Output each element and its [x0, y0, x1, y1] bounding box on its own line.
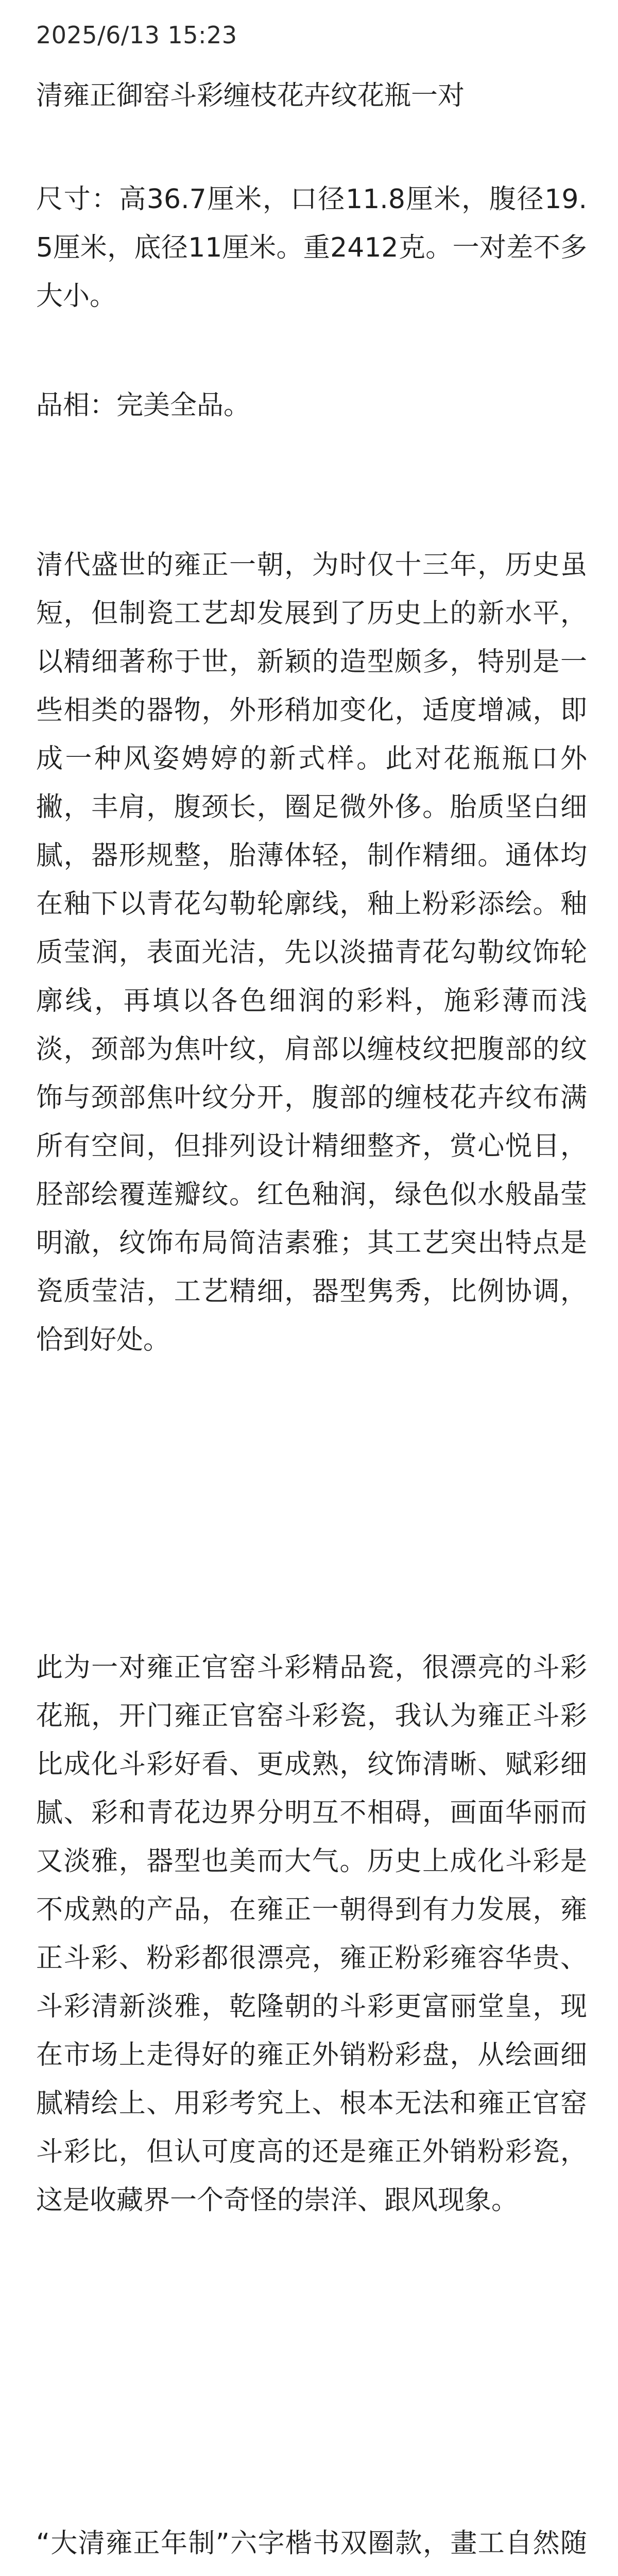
description-paragraph-3: “大清雍正年制”六字楷书双圈款，畫工自然随 [36, 2528, 587, 2559]
post-timestamp: 2025/6/13 15:23 [36, 21, 237, 49]
quality-paragraph: 品相：完美全品。 [36, 390, 251, 421]
description-paragraph-1: 清代盛世的雍正一朝，为时仅十三年，历史虽短，但制瓷工艺却发展到了历史上的新水平，以精细著称于世，新颖的造型颇多，特别是一些相类的器物，外形稍加变化，适度增减，即成一种风姿娉婷的新式样。此对花瓶瓶口外撇，丰肩，腹颈长，圈足微外侈。胎质坚白细腻，器形规整，胎薄体轻，制作精细。通体均在釉下以青花勾勒轮廓线，釉上粉彩添绘。釉质莹润，表面光洁，先以淡描青花勾勒纹饰轮廓线，再填以各色细润的彩料，施彩薄而浅淡，颈部为焦叶纹，肩部以缠枝纹把腹部的纹饰与颈部焦叶纹分开，腹部的缠枝花卉纹布满所有空间，但排列设计精细整齐，赏心悦目，胫部绘覆莲瓣纹。红色釉润，绿色似水般晶莹明澈，纹饰布局简洁素雅；其工艺突出特点是瓷质莹洁，工艺精细，器型隽秀，比例协调，恰到好处。 [36, 550, 587, 1355]
description-paragraph-2: 此为一对雍正官窑斗彩精品瓷，很漂亮的斗彩花瓶，开门雍正官窑斗彩瓷，我认为雍正斗彩比成化斗彩好看、更成熟，纹饰清晰、赋彩细腻、彩和青花边界分明互不相碍，画面华丽而又淡雅，器型也美而大气。历史上成化斗彩是不成熟的产品，在雍正一朝得到有力发展，雍正斗彩、粉彩都很漂亮，雍正粉彩雍容华贵、斗彩清新淡雅，乾隆朝的斗彩更富丽堂皇，现在市场上走得好的雍正外销粉彩盘，从绘画细腻精绘上、用彩考究上、根本无法和雍正官窑斗彩比，但认可度高的还是雍正外销粉彩瓷，这是收藏界一个奇怪的崇洋、跟风现象。 [36, 1652, 587, 2216]
article-title: 清雍正御窑斗彩缠枝花卉纹花瓶一对 [36, 80, 465, 111]
size-paragraph: 尺寸：高36.7厘米，口径11.8厘米，腹径19.5厘米，底径11厘米。重2412克。一对差不多大小。 [36, 184, 587, 312]
